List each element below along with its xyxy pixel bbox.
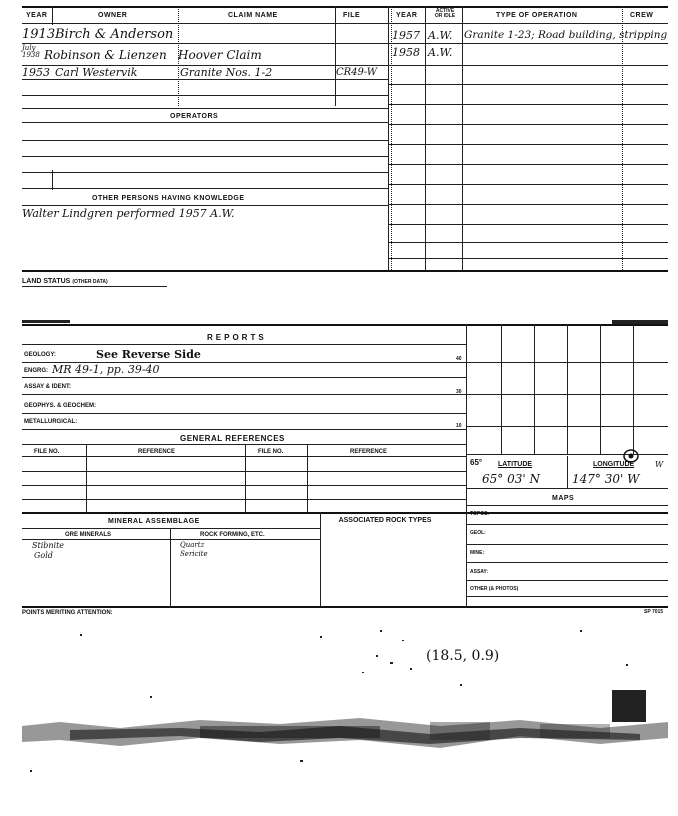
latitude-value: 65° 03' N <box>482 472 540 486</box>
owner-row-1-owner: Birch & Anderson <box>55 27 174 42</box>
points-meriting-attention-label: POINTS MERITING ATTENTION: <box>22 610 113 616</box>
longitude-value: 147° 30' W <box>572 472 640 486</box>
coordinates-note: (18.5, 0.9) <box>426 648 500 664</box>
metallurgical-label: METALLURGICAL: <box>24 419 78 425</box>
geology-label: GEOLOGY: <box>24 352 56 358</box>
geophys-label: GEOPHYS. & GEOCHEM: <box>24 403 97 409</box>
op-row-2-active: A.W. <box>428 46 453 59</box>
land-status-sublabel: (OTHER DATA) <box>72 279 108 285</box>
mine-label: MINE: <box>470 550 485 556</box>
other-photos-label: OTHER (& PHOTOS) <box>470 586 519 592</box>
header-file: FILE <box>343 12 361 19</box>
engrg-value: MR 49-1, pp. 39-40 <box>52 363 160 376</box>
owner-row-3-file: CR49-W <box>336 67 378 78</box>
other-persons-header: OTHER PERSONS HAVING KNOWLEDGE <box>92 195 245 202</box>
geology-value: See Reverse Side <box>96 348 201 361</box>
reports-title: REPORTS <box>207 333 267 342</box>
mineral-assemblage-title: MINERAL ASSEMBLAGE <box>108 518 200 525</box>
op-row-2-year: 1958 <box>392 46 420 59</box>
operators-header: OPERATORS <box>170 113 219 120</box>
num-40: 40 <box>456 356 462 362</box>
form-number: SP 7015 <box>644 609 664 615</box>
latitude-label: LATITUDE <box>498 461 533 468</box>
rock-forming-label: ROCK FORMING, ETC. <box>200 532 265 538</box>
longitude-suffix: W <box>655 460 664 469</box>
header-year-right: YEAR <box>396 12 418 19</box>
other-persons-text: Walter Lindgren performed 1957 A.W. <box>22 207 235 220</box>
maps-label: MAPS <box>552 495 575 502</box>
owner-row-3-owner: Carl Westervik <box>55 66 138 79</box>
topos-label: TOPOS: <box>470 511 490 517</box>
header-year: YEAR <box>26 12 48 19</box>
lat-deg-printed: 65° <box>470 458 483 467</box>
ore-mineral-2: Gold <box>34 551 53 560</box>
assay-label: ASSAY & IDENT: <box>24 384 72 390</box>
owner-row-2-claim: Hoover Claim <box>178 48 262 62</box>
header-owner: OWNER <box>98 12 128 19</box>
op-row-1-type: Granite 1-23; Road building, stripping <box>464 29 668 41</box>
gr-file-no-1: FILE NO. <box>34 449 60 455</box>
num-30: 30 <box>456 389 462 395</box>
gr-reference-2: REFERENCE <box>350 449 388 455</box>
ore-mineral-1: Stibnite <box>32 541 65 550</box>
land-status-title: LAND STATUS <box>22 278 71 285</box>
owner-row-3-claim: Granite Nos. 1-2 <box>180 66 273 79</box>
geol-label: GEOL: <box>470 530 486 536</box>
owner-row-2-owner: Robinson & Lienzen <box>44 48 167 62</box>
assay-map-label: ASSAY: <box>470 569 489 575</box>
owner-row-1-year: 1913 <box>22 27 56 42</box>
general-references-title: GENERAL REFERENCES <box>180 434 285 443</box>
header-or-idle: OR IDLE <box>434 13 456 19</box>
gr-file-no-2: FILE NO. <box>258 449 284 455</box>
header-claim-name: CLAIM NAME <box>228 12 278 19</box>
rock-forming-2: Sericite <box>180 550 208 558</box>
owner-row-3-year: 1953 <box>22 66 50 79</box>
ore-minerals-label: ORE MINERALS <box>65 532 112 538</box>
op-row-1-year: 1957 <box>392 29 420 42</box>
associated-rock-types: ASSOCIATED ROCK TYPES <box>338 517 432 524</box>
header-type-of-operation: TYPE OF OPERATION <box>496 12 578 19</box>
op-row-1-active: A.W. <box>428 29 453 42</box>
longitude-label: LONGITUDE <box>593 461 635 468</box>
engrg-label: ENGRG: <box>24 368 48 374</box>
owner-row-2-year: July 1938 <box>22 44 40 59</box>
header-crew: CREW <box>630 12 654 19</box>
gr-reference-1: REFERENCE <box>138 449 176 455</box>
header-active: ACTIVE <box>435 8 455 14</box>
rock-forming-1: Quartz <box>180 541 205 549</box>
num-10: 10 <box>456 423 462 429</box>
